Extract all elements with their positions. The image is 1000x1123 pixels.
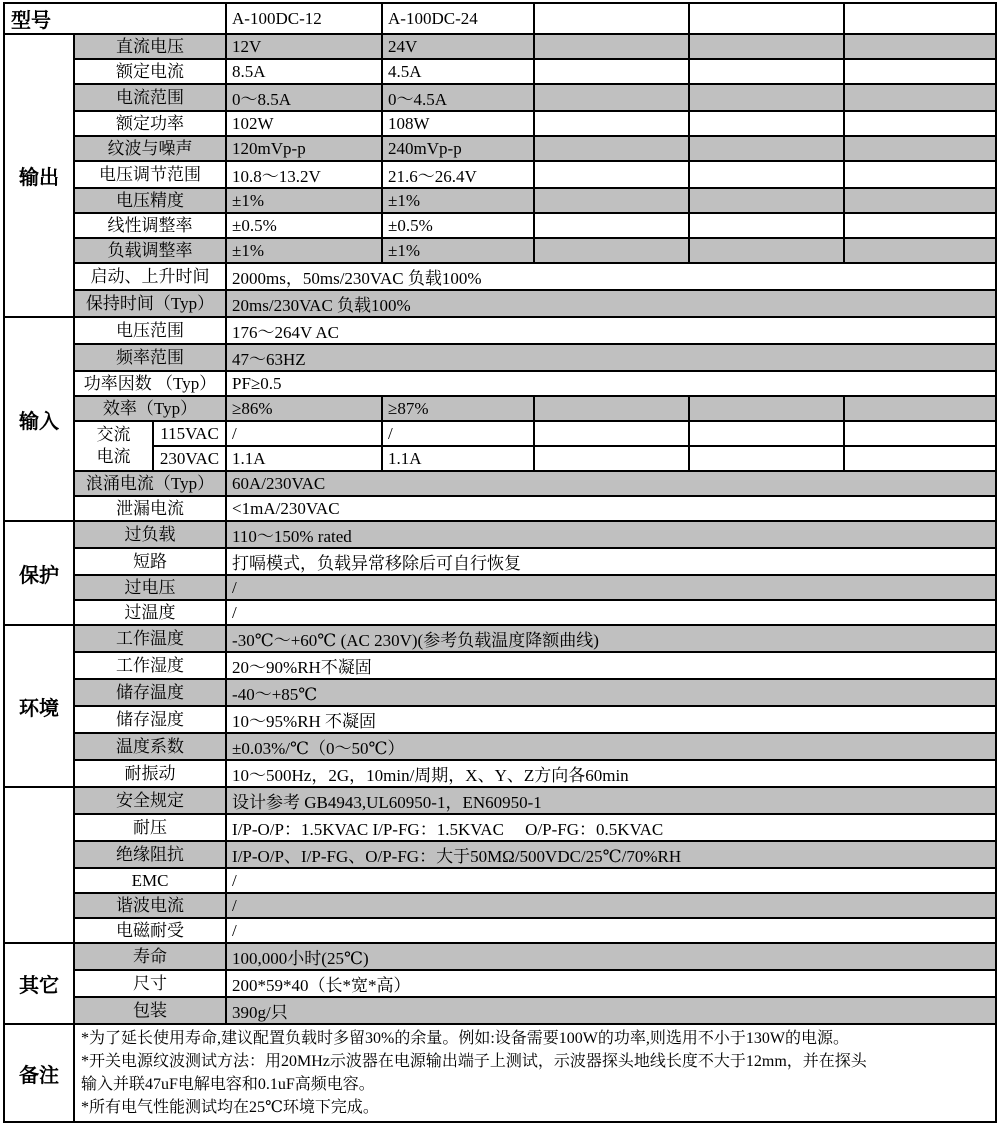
param-ac-current bbox=[74, 421, 153, 471]
row-frequency-range bbox=[4, 344, 996, 371]
empty-cell bbox=[844, 213, 996, 238]
empty-cell bbox=[534, 34, 689, 59]
empty-cell bbox=[689, 34, 844, 59]
empty-cell bbox=[844, 34, 996, 59]
row-short-circuit bbox=[4, 548, 996, 575]
value-em-immunity: / bbox=[226, 918, 996, 943]
empty-cell bbox=[844, 396, 996, 421]
value-inrush-current: 60A/230VAC bbox=[226, 471, 996, 496]
value-voltage-adj-range-model2: 21.6～26.4V bbox=[382, 161, 534, 188]
row-rated-power bbox=[4, 111, 996, 136]
value-safety-standards: 设计参考 GB4943,UL60950-1，EN60950-1 bbox=[226, 787, 996, 814]
row-dc-voltage bbox=[4, 34, 996, 59]
param-working-humidity: 工作湿度 bbox=[74, 652, 226, 679]
category-others: 其它 bbox=[4, 943, 74, 1024]
value-ac-current-230-model2: 1.1A bbox=[382, 446, 534, 471]
row-line-regulation bbox=[4, 213, 996, 238]
empty-cell bbox=[689, 188, 844, 213]
row-harmonic-current bbox=[4, 893, 996, 918]
value-dimensions: 200*59*40（长*宽*高） bbox=[226, 970, 996, 997]
value-harmonic-current: / bbox=[226, 893, 996, 918]
value-dc-voltage-model2: 24V bbox=[382, 34, 534, 59]
param-ac-current-line: 电流 bbox=[96, 447, 131, 466]
empty-cell bbox=[844, 188, 996, 213]
notes-text-line: *开关电源纹波测试方法：用20MHz示波器在电源输出端子上测试，示波器探头地线长度不大于12mm，并在探头 bbox=[81, 1053, 867, 1070]
model-name-2: A-100DC-24 bbox=[382, 3, 534, 34]
value-temp-coefficient: ±0.03%/℃（0～50℃） bbox=[226, 733, 996, 760]
empty-cell bbox=[844, 238, 996, 263]
param-harmonic-current: 谐波电流 bbox=[74, 893, 226, 918]
empty-cell bbox=[534, 213, 689, 238]
param-dc-voltage: 直流电压 bbox=[74, 34, 226, 59]
value-isolation-resistance: I/P-O/P、I/P-FG、O/P-FG：大于50MΩ/500VDC/25℃/70%RH bbox=[226, 841, 996, 868]
value-voltage-range: 176～264V AC bbox=[226, 317, 996, 344]
param-em-immunity: 电磁耐受 bbox=[74, 918, 226, 943]
empty-cell bbox=[844, 421, 996, 446]
category-notes: 备注 bbox=[4, 1024, 74, 1122]
empty-cell bbox=[689, 3, 844, 34]
value-withstand-voltage: I/P-O/P：1.5KVAC I/P-FG：1.5KVAC O/P-FG：0.5KVAC bbox=[226, 814, 996, 841]
value-load-regulation-model1: ±1% bbox=[226, 238, 382, 263]
value-ac-current-115-model2: / bbox=[382, 421, 534, 446]
row-notes bbox=[4, 1024, 996, 1122]
row-ripple-noise bbox=[4, 136, 996, 161]
value-voltage-accuracy-model2: ±1% bbox=[382, 188, 534, 213]
row-overload bbox=[4, 521, 996, 548]
empty-cell bbox=[844, 59, 996, 84]
value-leakage-current: <1mA/230VAC bbox=[226, 496, 996, 521]
empty-cell bbox=[534, 188, 689, 213]
param-setup-rise-time: 启动、上升时间 bbox=[74, 263, 226, 290]
param-storage-humidity: 储存湿度 bbox=[74, 706, 226, 733]
param-temp-coefficient: 温度系数 bbox=[74, 733, 226, 760]
row-voltage-accuracy bbox=[4, 188, 996, 213]
row-safety-standards bbox=[4, 787, 996, 814]
value-dc-voltage-model1: 12V bbox=[226, 34, 382, 59]
row-voltage-range bbox=[4, 317, 996, 344]
row-over-voltage bbox=[4, 575, 996, 600]
value-voltage-accuracy-model1: ±1% bbox=[226, 188, 382, 213]
row-vibration bbox=[4, 760, 996, 787]
param-ac-current-115vac: 115VAC bbox=[153, 421, 226, 446]
notes-text-line: *为了延长使用寿命,建议配置负载时多留30%的余量。例如:设备需要100W的功率,则选用不小于130W的电源。 bbox=[81, 1030, 849, 1047]
row-leakage-current bbox=[4, 496, 996, 521]
param-short-circuit: 短路 bbox=[74, 548, 226, 575]
empty-cell bbox=[844, 3, 996, 34]
row-storage-humidity bbox=[4, 706, 996, 733]
row-rated-current bbox=[4, 59, 996, 84]
param-storage-temp: 储存温度 bbox=[74, 679, 226, 706]
param-isolation-resistance: 绝缘阻抗 bbox=[74, 841, 226, 868]
empty-cell bbox=[534, 59, 689, 84]
param-load-regulation: 负载调整率 bbox=[74, 238, 226, 263]
row-dimensions bbox=[4, 970, 996, 997]
value-overload: 110～150% rated bbox=[226, 521, 996, 548]
param-vibration: 耐振动 bbox=[74, 760, 226, 787]
row-setup-rise-time bbox=[4, 263, 996, 290]
value-frequency-range: 47～63HZ bbox=[226, 344, 996, 371]
param-lifespan: 寿命 bbox=[74, 943, 226, 970]
category-environment: 环境 bbox=[4, 625, 74, 787]
row-power-factor bbox=[4, 371, 996, 396]
value-load-regulation-model2: ±1% bbox=[382, 238, 534, 263]
row-inrush-current bbox=[4, 471, 996, 496]
param-ripple-noise: 纹波与噪声 bbox=[74, 136, 226, 161]
empty-cell bbox=[534, 3, 689, 34]
empty-cell bbox=[689, 136, 844, 161]
value-rated-current-model1: 8.5A bbox=[226, 59, 382, 84]
notes-text bbox=[74, 1024, 996, 1122]
param-rated-power: 额定功率 bbox=[74, 111, 226, 136]
value-working-humidity: 20～90%RH不凝固 bbox=[226, 652, 996, 679]
empty-cell bbox=[689, 111, 844, 136]
value-line-regulation-model1: ±0.5% bbox=[226, 213, 382, 238]
row-load-regulation bbox=[4, 238, 996, 263]
row-lifespan bbox=[4, 943, 996, 970]
row-working-temp bbox=[4, 625, 996, 652]
param-voltage-range: 电压范围 bbox=[74, 317, 226, 344]
row-current-range bbox=[4, 84, 996, 111]
param-ac-current-230vac: 230VAC bbox=[153, 446, 226, 471]
value-storage-humidity: 10～95%RH 不凝固 bbox=[226, 706, 996, 733]
param-overload: 过负载 bbox=[74, 521, 226, 548]
value-packing: 390g/只 bbox=[226, 997, 996, 1024]
empty-cell bbox=[689, 446, 844, 471]
empty-cell bbox=[844, 111, 996, 136]
param-ac-current-line: 交流 bbox=[96, 425, 131, 444]
empty-cell bbox=[534, 238, 689, 263]
empty-cell bbox=[689, 59, 844, 84]
param-voltage-accuracy: 电压精度 bbox=[74, 188, 226, 213]
empty-cell bbox=[689, 238, 844, 263]
param-inrush-current: 浪涌电流（Typ） bbox=[74, 471, 226, 496]
row-withstand-voltage bbox=[4, 814, 996, 841]
param-over-temperature: 过温度 bbox=[74, 600, 226, 625]
row-voltage-adj-range bbox=[4, 161, 996, 188]
row-emc bbox=[4, 868, 996, 893]
param-over-voltage: 过电压 bbox=[74, 575, 226, 600]
model-name-1: A-100DC-12 bbox=[226, 3, 382, 34]
model-row-label: 型号 bbox=[4, 3, 226, 34]
empty-cell bbox=[689, 213, 844, 238]
category-protection: 保护 bbox=[4, 521, 74, 625]
row-packing bbox=[4, 997, 996, 1024]
row-over-temperature bbox=[4, 600, 996, 625]
param-safety-standards: 安全规定 bbox=[74, 787, 226, 814]
empty-cell bbox=[689, 396, 844, 421]
value-ac-current-115-model1: / bbox=[226, 421, 382, 446]
row-efficiency bbox=[4, 396, 996, 421]
param-emc: EMC bbox=[74, 868, 226, 893]
value-power-factor: PF≥0.5 bbox=[226, 371, 996, 396]
value-ripple-noise-model1: 120mVp-p bbox=[226, 136, 382, 161]
empty-cell bbox=[534, 421, 689, 446]
empty-cell bbox=[534, 136, 689, 161]
value-current-range-model1: 0～8.5A bbox=[226, 84, 382, 111]
row-temp-coefficient bbox=[4, 733, 996, 760]
param-working-temp: 工作温度 bbox=[74, 625, 226, 652]
value-emc: / bbox=[226, 868, 996, 893]
row-storage-temp bbox=[4, 679, 996, 706]
value-efficiency-model1: ≥86% bbox=[226, 396, 382, 421]
empty-cell bbox=[689, 161, 844, 188]
param-line-regulation: 线性调整率 bbox=[74, 213, 226, 238]
value-ripple-noise-model2: 240mVp-p bbox=[382, 136, 534, 161]
empty-cell bbox=[534, 396, 689, 421]
row-working-humidity bbox=[4, 652, 996, 679]
value-voltage-adj-range-model1: 10.8～13.2V bbox=[226, 161, 382, 188]
empty-cell bbox=[844, 446, 996, 471]
empty-cell bbox=[534, 161, 689, 188]
value-lifespan: 100,000小时(25℃) bbox=[226, 943, 996, 970]
param-dimensions: 尺寸 bbox=[74, 970, 226, 997]
param-packing: 包装 bbox=[74, 997, 226, 1024]
row-isolation-resistance bbox=[4, 841, 996, 868]
empty-cell bbox=[844, 136, 996, 161]
value-rated-power-model2: 108W bbox=[382, 111, 534, 136]
row-ac-current-230 bbox=[4, 446, 996, 471]
spec-table bbox=[3, 2, 997, 1123]
empty-cell bbox=[689, 421, 844, 446]
value-short-circuit: 打嗝模式，负载异常移除后可自行恢复 bbox=[226, 548, 996, 575]
value-vibration: 10～500Hz，2G，10min/周期，X、Y、Z方向各60min bbox=[226, 760, 996, 787]
param-withstand-voltage: 耐压 bbox=[74, 814, 226, 841]
empty-cell bbox=[534, 446, 689, 471]
param-current-range: 电流范围 bbox=[74, 84, 226, 111]
value-efficiency-model2: ≥87% bbox=[382, 396, 534, 421]
empty-cell bbox=[844, 84, 996, 111]
param-power-factor: 功率因数 （Typ） bbox=[74, 371, 226, 396]
param-hold-time: 保持时间（Typ） bbox=[74, 290, 226, 317]
value-hold-time: 20ms/230VAC 负载100% bbox=[226, 290, 996, 317]
value-over-temperature: / bbox=[226, 600, 996, 625]
value-over-voltage: / bbox=[226, 575, 996, 600]
category-output: 输出 bbox=[4, 34, 74, 317]
value-current-range-model2: 0～4.5A bbox=[382, 84, 534, 111]
row-ac-current-115 bbox=[4, 421, 996, 446]
param-voltage-adj-range: 电压调节范围 bbox=[74, 161, 226, 188]
empty-cell bbox=[689, 84, 844, 111]
notes-text-line: 输入并联47uF电解电容和0.1uF高频电容。 bbox=[81, 1076, 375, 1093]
value-ac-current-230-model1: 1.1A bbox=[226, 446, 382, 471]
value-working-temp: -30℃～+60℃ (AC 230V)(参考负载温度降额曲线) bbox=[226, 625, 996, 652]
model-row bbox=[4, 3, 996, 34]
category-input: 输入 bbox=[4, 317, 74, 521]
value-rated-current-model2: 4.5A bbox=[382, 59, 534, 84]
empty-cell bbox=[844, 161, 996, 188]
notes-text-line: *所有电气性能测试均在25℃环境下完成。 bbox=[81, 1099, 379, 1116]
param-rated-current: 额定电流 bbox=[74, 59, 226, 84]
value-line-regulation-model2: ±0.5% bbox=[382, 213, 534, 238]
empty-cell bbox=[534, 111, 689, 136]
param-leakage-current: 泄漏电流 bbox=[74, 496, 226, 521]
spec-sheet bbox=[0, 2, 1000, 1116]
category-safety-blank bbox=[4, 787, 74, 943]
row-hold-time bbox=[4, 290, 996, 317]
value-setup-rise-time: 2000ms，50ms/230VAC 负载100% bbox=[226, 263, 996, 290]
value-storage-temp: -40～+85℃ bbox=[226, 679, 996, 706]
param-efficiency: 效率（Typ） bbox=[74, 396, 226, 421]
row-em-immunity bbox=[4, 918, 996, 943]
empty-cell bbox=[534, 84, 689, 111]
param-frequency-range: 频率范围 bbox=[74, 344, 226, 371]
value-rated-power-model1: 102W bbox=[226, 111, 382, 136]
